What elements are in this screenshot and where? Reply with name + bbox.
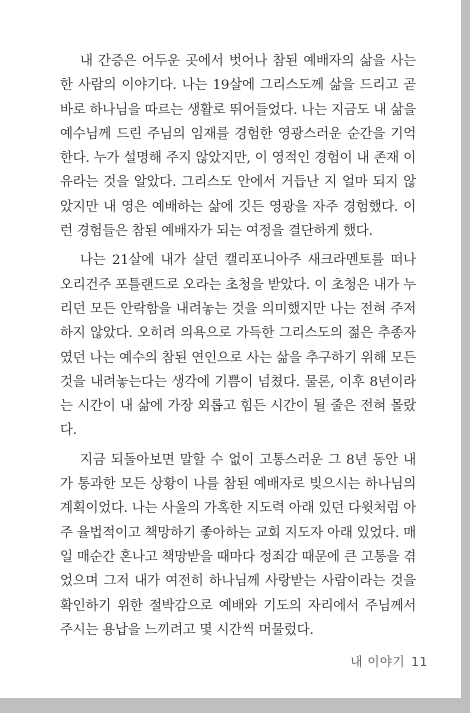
paragraph-1: 내 간증은 어두운 곳에서 벗어나 참된 예배자의 삶을 사는 한 사람의 이야기다. 나는 19살에 그리스도께 삶을 드리고 곧바로 하나님을 따르는 생활로 뛰어들었다. 나는 지금도 내 삶을 예수님께 드린 주님의 임재를 경험한 영광스러운 순간을 기억한다. 누가 설명해 주지 않았지만, 이 영적인 경험이 내 존재 이유라는 것을 알았다. 그리스도 안에서 거듭난 지 얼마 되지 않았지만 내 영은 예배하는 삶에 깃든 영광을 자주 경험했다. 이런 경험들은 참된 예배자가 되는 여정을 결단하게 했다. bbox=[60, 54, 416, 240]
page-number: 11 bbox=[411, 654, 428, 669]
right-page-edge bbox=[461, 0, 470, 713]
bottom-page-edge bbox=[0, 698, 470, 713]
running-footer bbox=[350, 652, 428, 670]
footer-section-title: 내 이야기 bbox=[350, 654, 406, 669]
paragraph-2: 나는 21살에 내가 살던 캘리포니아주 새크라멘토를 떠나 오리건주 포틀랜드로 오라는 초청을 받았다. 이 초청은 내가 누리던 모든 안락함을 내려놓는 것을 의미했지만 나는 전혀 주저하지 않았다. 오히려 의욕으로 가득한 그리스도의 젊은 추종자였던 나는 예수의 참된 연인으로 사는 삶을 추구하기 위해 모든 것을 내려놓는다는 생각에 기쁨이 넘쳤다. 물론, 이후 8년이라는 시간이 내 삶에 가장 외롭고 힘든 시간이 될 줄은 전혀 몰랐다. bbox=[60, 253, 416, 439]
body-text bbox=[60, 50, 416, 643]
paragraph-3: 지금 되돌아보면 말할 수 없이 고통스러운 그 8년 동안 내가 통과한 모든 상황이 나를 참된 예배자로 빚으시는 하나님의 계획이었다. 나는 사울의 가혹한 지도력 아래 있던 다윗처럼 아주 율법적이고 책망하기 좋아하는 교회 지도자 아래 있었다. 매일 매순간 혼나고 책망받을 때마다 정죄감 때문에 큰 고통을 겪었으며 그저 내가 여전히 하나님께 사랑받는 사람이라는 것을 확인하기 위한 절박감으로 예배와 기도의 자리에서 주님께서 주시는 용납을 느끼려고 몇 시간씩 머물렀다. bbox=[60, 452, 416, 638]
